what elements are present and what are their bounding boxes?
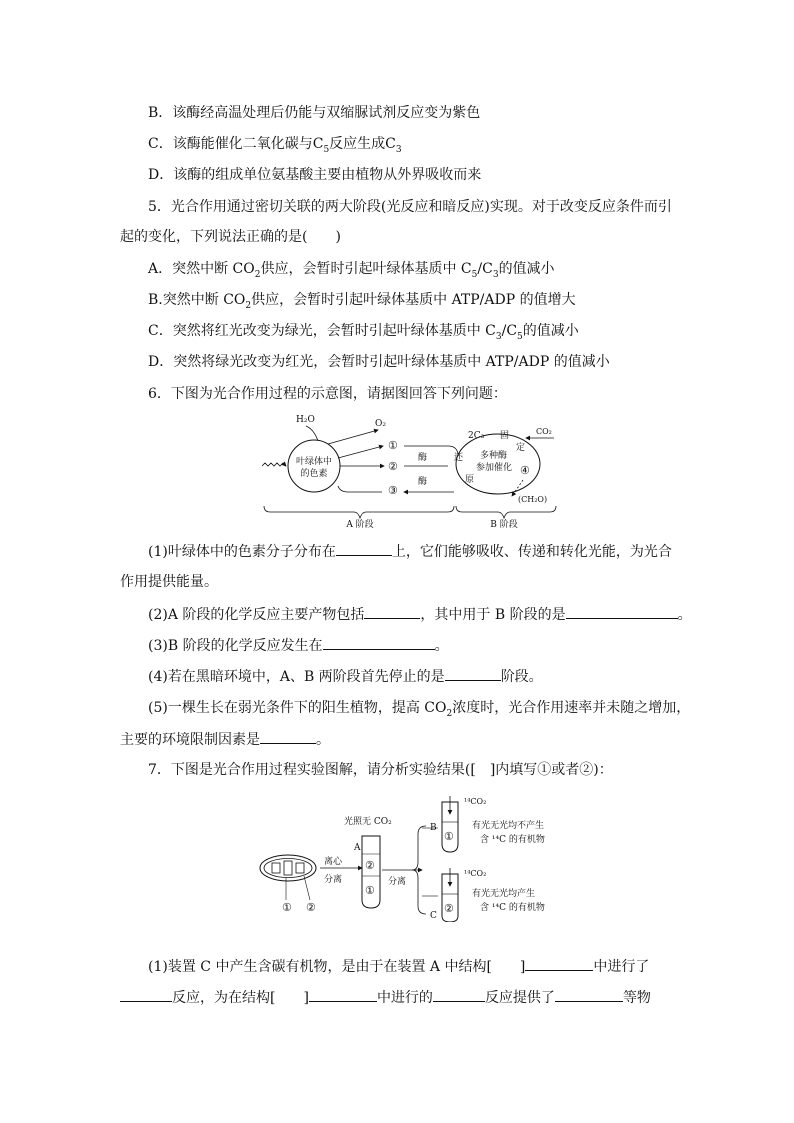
- tube-a-label: A: [354, 843, 361, 853]
- pigment-label-1: 叶绿体中: [295, 457, 333, 467]
- q7-stem: 7．下图是光合作用过程实验图解，请分析实验结果([ ]内填写①或者②)：: [148, 762, 613, 778]
- light-wave-icon: [262, 463, 286, 466]
- answer-blank[interactable]: [260, 729, 316, 744]
- stage-b-label: B 阶段: [490, 520, 518, 528]
- q7-part1-line2: 反应，为在结构[ ] 中进行的 反应提供了 等物: [120, 987, 651, 1008]
- q6-part5-line1: (5)一棵生长在弱光条件下的阳生植物，提高 $CO_2$浓度时，光合作用速率并未随之增加，: [148, 700, 691, 719]
- q5-stem-line2: 起的变化，下列说法正确的是( ): [120, 229, 341, 245]
- 14co2-label-c: ¹⁴CO₂: [464, 869, 487, 878]
- fix-label-1: 固: [500, 431, 510, 441]
- svg-text:①: ①: [444, 830, 454, 843]
- 14co2-label-b: ¹⁴CO₂: [464, 797, 487, 806]
- tube-c-label: C: [430, 911, 437, 921]
- q6-part5-line2: 主要的环境限制因素是 。: [120, 729, 330, 750]
- result-c-line1: 有光无光均产生: [472, 889, 536, 899]
- label-4: ④: [520, 464, 530, 477]
- q5-stem-line1: 5．光合作用通过密切关联的两大阶段(光反应和暗反应)实现。对于改变反应条件而引: [148, 199, 672, 215]
- light-no-co2-label: 光照无 CO₂: [344, 817, 392, 827]
- result-c-line2: 含 ¹⁴C 的有机物: [480, 903, 545, 913]
- answer-blank[interactable]: [566, 604, 678, 619]
- q6-part4: (4)若在黑暗环境中，A、B 两阶段首先停止的是 阶段。: [148, 666, 543, 687]
- q6-stem: 6．下图为光合作用过程的示意图，请据图回答下列问题：: [148, 386, 507, 402]
- answer-blank[interactable]: [525, 956, 593, 971]
- co2-label: CO₂: [536, 427, 552, 436]
- q6-part2: (2)A 阶段的化学反应主要产物包括 ，其中用于 B 阶段的是 。: [148, 604, 692, 625]
- q5-option-b: B.突然中断 $CO_2$供应，会暂时引起叶绿体基质中 ATP/ADP 的值增大: [148, 292, 576, 311]
- label-1: ①: [388, 439, 398, 452]
- answer-blank[interactable]: [120, 987, 172, 1002]
- centrifuge-label: 离心: [324, 857, 343, 867]
- q7-part1-line1: (1)装置 C 中产生含碳有机物，是由于在装置 A 中结构[ ] 中进行了: [148, 956, 649, 977]
- answer-blank[interactable]: [433, 987, 485, 1002]
- experiment-diagram: [258, 792, 588, 922]
- stage-a-label: A 阶段: [346, 520, 374, 528]
- q6-part1-line2: 作用提供能量。: [120, 574, 218, 590]
- result-b-line2: 含 ¹⁴C 的有机物: [480, 835, 545, 845]
- answer-blank[interactable]: [336, 541, 392, 556]
- label-1: ①: [282, 901, 292, 914]
- ch2o-label: (CH₂O): [518, 495, 548, 504]
- tube-b-label: B: [430, 823, 437, 833]
- result-b-line1: 有光无光均不产生: [472, 821, 545, 831]
- svg-text:②: ②: [365, 859, 375, 872]
- answer-blank[interactable]: [364, 604, 420, 619]
- enzyme-label-1: 酶: [418, 453, 428, 463]
- label-2: ②: [388, 460, 398, 473]
- q5-option-a: A．突然中断 $CO_2$供应，会暂时引起叶绿体基质中 $C_5/C_3$的值减小: [148, 261, 555, 280]
- h2o-label: H₂O: [296, 415, 315, 425]
- answer-blank[interactable]: [309, 987, 377, 1002]
- q6-part1-line1: (1)叶绿体中的色素分子分布在 上，它们能够吸收、传递和转化光能，为光合: [148, 541, 672, 562]
- pigment-label-2: 的色素: [300, 469, 328, 479]
- test-tube-a: [362, 836, 380, 908]
- answer-blank[interactable]: [323, 635, 435, 650]
- separate-label: 分离: [388, 877, 407, 887]
- q4-option-b: B．该酶经高温处理后仍能与双缩脲试剂反应变为紫色: [148, 105, 481, 121]
- q6-part3: (3)B 阶段的化学反应发生在 。: [148, 635, 449, 656]
- enzyme-label-2: 酶: [418, 477, 428, 487]
- separation-label: 分离: [324, 875, 343, 885]
- o2-label: O₂: [375, 419, 386, 429]
- c3-label: 2C₃: [468, 431, 485, 441]
- answer-blank[interactable]: [555, 987, 623, 1002]
- reduce-label-1: 还: [454, 453, 464, 463]
- q4-option-d: D．该酶的组成单位氨基酸主要由植物从外界吸收而来: [148, 167, 482, 183]
- chloroplast-icon: [260, 855, 316, 881]
- multi-enzyme-label-1: 多种酶: [480, 451, 508, 461]
- answer-blank[interactable]: [445, 666, 501, 681]
- label-3: ③: [388, 484, 398, 497]
- reduce-label-2: 原: [465, 475, 475, 485]
- q5-option-d: D．突然将绿光改变为红光，会暂时引起叶绿体基质中 ATP/ADP 的值减小: [148, 354, 610, 370]
- svg-text:②: ②: [444, 902, 454, 915]
- fix-label-2: 定: [516, 443, 526, 453]
- multi-enzyme-label-2: 参加催化: [476, 463, 513, 473]
- photosynthesis-diagram: [258, 408, 558, 528]
- q4-option-c: C．该酶能催化二氧化碳与$C_5$反应生成$C_3$: [148, 136, 402, 155]
- q5-option-c: C．突然将红光改变为绿光，会暂时引起叶绿体基质中 $C_3/C_5$的值减小: [148, 323, 579, 342]
- svg-text:①: ①: [365, 884, 375, 897]
- label-2: ②: [306, 901, 316, 914]
